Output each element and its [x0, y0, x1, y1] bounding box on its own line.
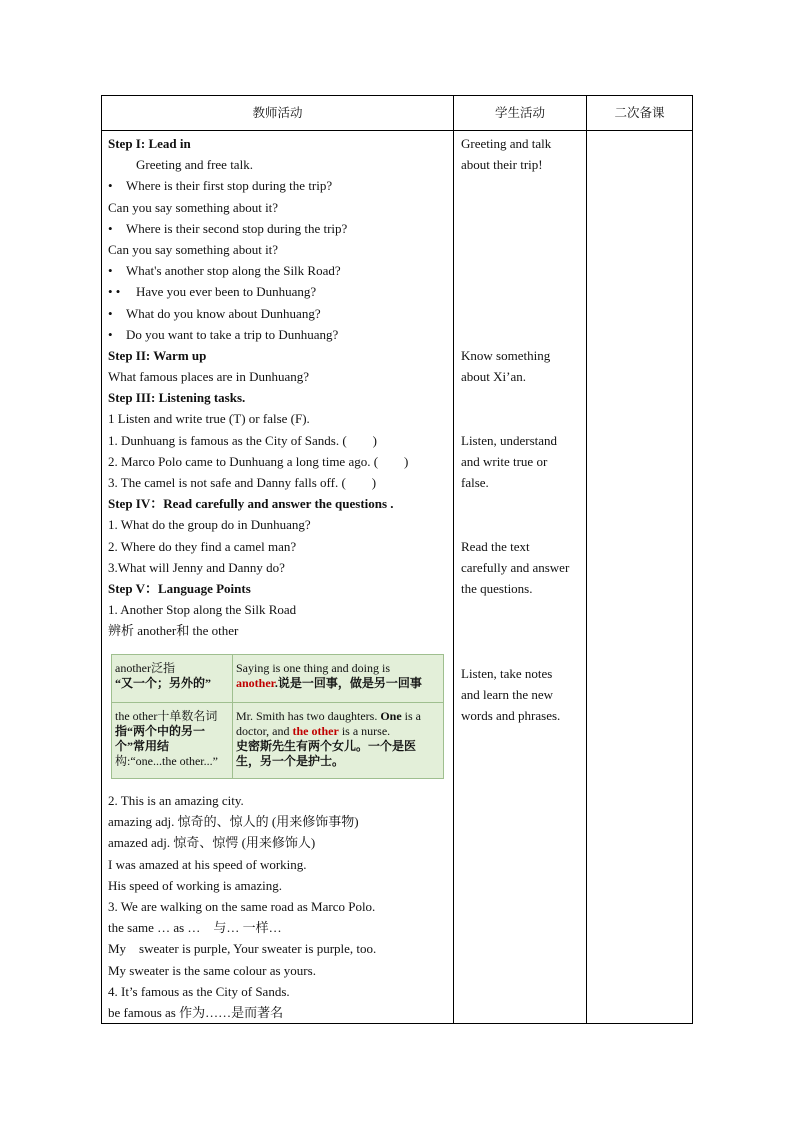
column-divider	[453, 96, 454, 1023]
language-point: 1. Another Stop along the Silk Road	[108, 602, 297, 618]
comparison-row	[112, 702, 443, 778]
language-point: 2. This is an amazing city.	[108, 793, 244, 808]
reading-question: 2. Where do they find a camel man?	[108, 538, 297, 554]
step4-title: Step IV：Read carefully and answer the questions .	[108, 496, 394, 512]
header-teacher: 教师活动	[252, 105, 303, 120]
header-student: 学生活动	[494, 105, 545, 120]
comparison-divider	[232, 655, 233, 702]
step2-question: What famous places are in Dunhuang?	[108, 369, 310, 385]
question-item: • • Have you ever been to Dunhuang?	[108, 281, 448, 302]
example-sentence: I was amazed at his speed of working.	[108, 856, 307, 872]
comparison-table	[111, 654, 444, 779]
comparison-example: Saying is one thing and doing is another.说是一回事，做是另一回事	[236, 661, 422, 690]
language-point-note: 辨析 another和 the other	[108, 623, 239, 639]
question-follow: Can you say something about it?	[108, 199, 279, 215]
listening-statement: 2. Marco Polo came to Dunhuang a long time ago. ( )	[108, 453, 409, 469]
student-activity: Listen, take notes	[461, 665, 553, 681]
question-item: • What's another stop along the Silk Road?	[108, 260, 448, 281]
bullet-icon: •	[108, 178, 113, 194]
language-point-note: amazed adj. 惊奇、惊愕 (用来修饰人)	[108, 835, 316, 851]
student-activity: and write true or	[461, 453, 548, 469]
listening-statement: 3. The camel is not safe and Danny falls off. ( )	[108, 475, 377, 490]
comparison-term: the other十单数名词 指“两个中的另一 个”常用结 构:“one...the other...”	[115, 709, 218, 768]
listening-statement: 1. Dunhuang is famous as the City of Sands. ( )	[108, 432, 378, 448]
student-activity: about Xi’an.	[461, 369, 526, 385]
header-second: 二次备课	[614, 105, 665, 120]
teacher-activities	[108, 133, 448, 642]
comparison-example: Mr. Smith has two daughters. One is a doctor, and the other is a nurse. 史密斯先生有两个女儿。一个是医 生，另一个是护士。	[236, 709, 422, 768]
example-sentence: My sweater is purple, Your sweater is purple, too.	[108, 941, 377, 957]
lesson-plan-table	[101, 95, 693, 1024]
step3-task: 1 Listen and write true (T) or false (F).	[108, 411, 310, 427]
student-activity: Read the text	[461, 538, 530, 554]
step1-intro: Greeting and free talk.	[136, 157, 253, 173]
step1-title: Step I: Lead in	[108, 136, 191, 151]
question-item: • Where is their second stop during the trip?	[108, 218, 448, 239]
question-item: • Do you want to take a trip to Dunhuang?	[108, 324, 448, 345]
reading-question: 3.What will Jenny and Danny do?	[108, 559, 285, 575]
student-activities	[461, 133, 585, 726]
language-point: 4. It’s famous as the City of Sands.	[108, 983, 290, 999]
question-item: • What do you know about Dunhuang?	[108, 303, 448, 324]
student-activity: words and phrases.	[461, 708, 561, 724]
language-point-note: the same … as … 与… 一样…	[108, 920, 282, 936]
student-activity: and learn the new	[461, 686, 554, 702]
student-activity: the questions.	[461, 580, 533, 596]
language-point-note: amazing adj. 惊奇的、惊人的 (用来修饰事物)	[108, 814, 359, 830]
student-activity: carefully and answer	[461, 559, 570, 575]
bullet-icon: •	[108, 305, 113, 321]
header-divider	[102, 130, 692, 131]
question-item: • Where is their first stop during the trip?	[108, 175, 448, 196]
example-sentence: My sweater is the same colour as yours.	[108, 962, 316, 978]
student-activity: Greeting and talk	[461, 136, 552, 151]
column-divider	[586, 96, 587, 1023]
comparison-row	[112, 655, 443, 703]
step5-title: Step V：Language Points	[108, 580, 251, 596]
teacher-activities-continued	[108, 790, 448, 1023]
language-point-note: be famous as 作为……是而著名	[108, 1004, 284, 1020]
reading-question: 1. What do the group do in Dunhuang?	[108, 517, 311, 533]
step3-title: Step III: Listening tasks.	[108, 390, 246, 406]
bullet-icon: •	[108, 220, 113, 236]
language-point: 3. We are walking on the same road as Marco Polo.	[108, 898, 376, 914]
bullet-icon: •	[108, 263, 113, 279]
question-follow: Can you say something about it?	[108, 241, 279, 257]
comparison-term: another泛指 “又一个；另外的”	[115, 661, 212, 690]
student-activity: false.	[461, 475, 489, 490]
step2-title: Step II: Warm up	[108, 347, 207, 363]
bullet-icon: •	[108, 326, 113, 342]
student-activity: Listen, understand	[461, 432, 558, 448]
example-sentence: His speed of working is amazing.	[108, 877, 283, 893]
student-activity: Know something	[461, 347, 551, 363]
bullet-icon: • •	[108, 284, 121, 300]
comparison-divider	[232, 702, 233, 778]
student-activity: about their trip!	[461, 157, 543, 173]
